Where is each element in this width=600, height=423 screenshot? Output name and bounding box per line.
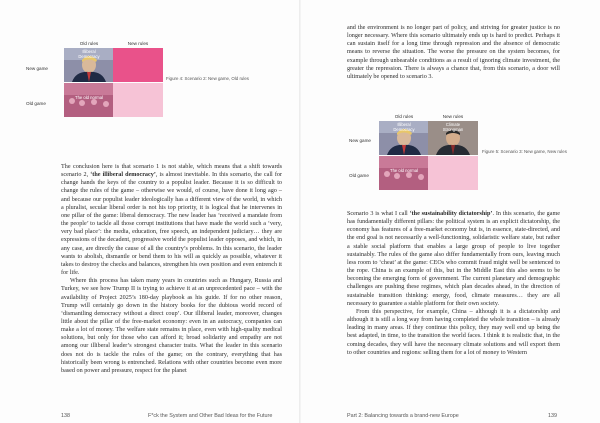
figure-caption: Figure 4: Scenario 2: New game, Old rules	[166, 76, 249, 81]
paragraph: Where this process has taken many years in countries such as Hungary, Russia and Turkey, we see how Trump II is trying to achieve it at an unprecedented pace – with the availability of Project 2025’s 180-day playbook as his guide. If for no other reason, Trump will certainly go down in the history books for the dubious world record of ‘dismantling democracy without a direct coup’. Our illiberal leader, moreover, changes little about the pillar of the free-market economy: even in an autocracy, companies can make a lot of money. The welfare state remains in place, even with high-quality medical solutions, but only for those who can afford it; broad solidarity and empathy are not among our illiberal leader’s strongest character traits. What the leader in this scenario does not do is tackle the rules of the game; on the contrary, everything that has historically been wrong is entrenched. Relations with other countries become even more based on power and pressure, respect for the planet	[61, 278, 282, 374]
row-header-old-game: Old game	[349, 173, 369, 178]
paragraph: and the environment is no longer part of policy, and striving for greater justice is no longer necessary. Where this scenario ultimately ends up is hard to predict. Perhaps it can sustain itself for a long time through repression and the absence of democratic means to reverse the situation. The worse the pressure on the system becomes, for example through unbearable conditions as a result of ignoring climate investment, the greater the repression. There is always a chance that, from this scenario, a door will ultimately be opened to scenario 3.	[347, 25, 560, 80]
column-header-new-rules: New rules	[442, 114, 464, 119]
column-header-new-rules: New rules	[127, 41, 149, 46]
figure-scenario-3	[300, 0, 600, 210]
cell-label-illiberal-democracy: Illiberal Democracy	[78, 49, 100, 59]
paragraph: Scenario 3 is what I call ‘the sustainability dictatorship’. In this scenario, the game has fundamentally different pillars: the political system is an explicit dictatorship, the economy has features of a free-market economy but is, in essence, state-directed, and the end goal is not necessarily a well-functioning, solidaristic welfare state, but rather a stable social platform that enables a large group of people to live together sustainably. The rules of the game also differ fundamentally from ours, leaving much less room to ‘cheat’ at the game: CEOs who commit fraud might well be sentenced to the rope. China is an example of this, but in the Middle East this also seems to be becoming the emerging form of government. The current planetary and demographic challenges are pushing these regimes, which plan decades ahead, in the direction of sustainable transition thinking: energy, food, climate measures… they are all necessary to guarantee a stable platform for their own society.	[347, 211, 560, 307]
cell-label-illiberal-democracy: Illiberal Democracy	[393, 122, 415, 132]
figure-caption: Figure 5: Scenario 3: New game, New rules	[482, 149, 567, 154]
right-page-number: 139	[548, 413, 557, 419]
cell-label-old-normal: The old normal	[390, 168, 418, 173]
cell-label-old-normal: The old normal	[75, 95, 103, 100]
emphasized-term: ‘the illiberal democracy’	[90, 172, 156, 179]
left-running-title: F*ck the System and Other Bad Ideas for the Future	[148, 413, 273, 419]
matrix-cell-climate-strongman	[428, 121, 478, 155]
right-running-title: Part 2: Balancing towards a brand-new Europe	[347, 413, 459, 419]
emphasized-term: ‘the sustainability dictatorship’	[409, 211, 493, 217]
matrix-cell-old-game-new-rules	[113, 83, 163, 117]
matrix-cell-old-game-new-rules	[428, 156, 478, 190]
matrix-cell-new-game-new-rules	[113, 48, 163, 82]
paragraph: From this perspective, for example, China – although it is a dictatorship and although it is still a long way from having completed the whole transition – is already leading in many areas. If they continue this policy, they may well end up being the best adapted, in time, to the transition the world faces. I think it is realistic that, in the coming decades, they will have the necessary climate solutions and will export them to other countries and regions: selling them for a lot of money to Western	[347, 308, 560, 356]
matrix-cell-old-normal	[379, 156, 429, 190]
cell-label-climate-strongman: Climate Strongman	[442, 122, 464, 132]
column-header-old-rules: Old rules	[394, 114, 414, 119]
right-page-body	[347, 210, 560, 357]
figure-scenario-2	[0, 0, 300, 150]
left-page-number: 138	[61, 413, 70, 419]
matrix-cell-illiberal-democracy	[64, 48, 114, 82]
row-header-new-game: New game	[26, 66, 48, 71]
row-header-new-game: New game	[349, 138, 371, 143]
row-header-old-game: Old game	[26, 101, 46, 106]
paragraph: The conclusion here is that scenario 1 is not stable, which means that a shift towards scenario 2, ‘the illiberal democracy’, is almost inevitable. In this scenario, the call for change hands the keys of the country to a populist leader. Because it is so difficult to change the rules of the game – otherwise we would, of course, have done it long ago – and because our populist leader ideologically has a different view of the world, in which a pluralist, secular liberal order is not his top priority, it is logical that he intervenes in one pillar of the game: liberal democracy. The new leader has ‘received a mandate from the people’ to tackle all those corrupt institutions that have made the world such a ‘very, very bad place’: the media, education, free speech, an independent judiciary… they are expressions of the decadent, progressive world the populist leader opposes, and which, in any case, are directly the cause of all the country’s problems. In this scenario, the leader wants to abolish, dismantle or bend them to his will as quickly as possible, whatever it takes to destroy the checks and balances, strengthen his own position and even entrench it for life.	[61, 164, 282, 277]
left-page-body	[61, 163, 282, 375]
matrix-cell-illiberal-democracy	[379, 121, 429, 155]
matrix-cell-old-normal	[64, 83, 114, 117]
column-header-old-rules: Old rules	[79, 41, 99, 46]
